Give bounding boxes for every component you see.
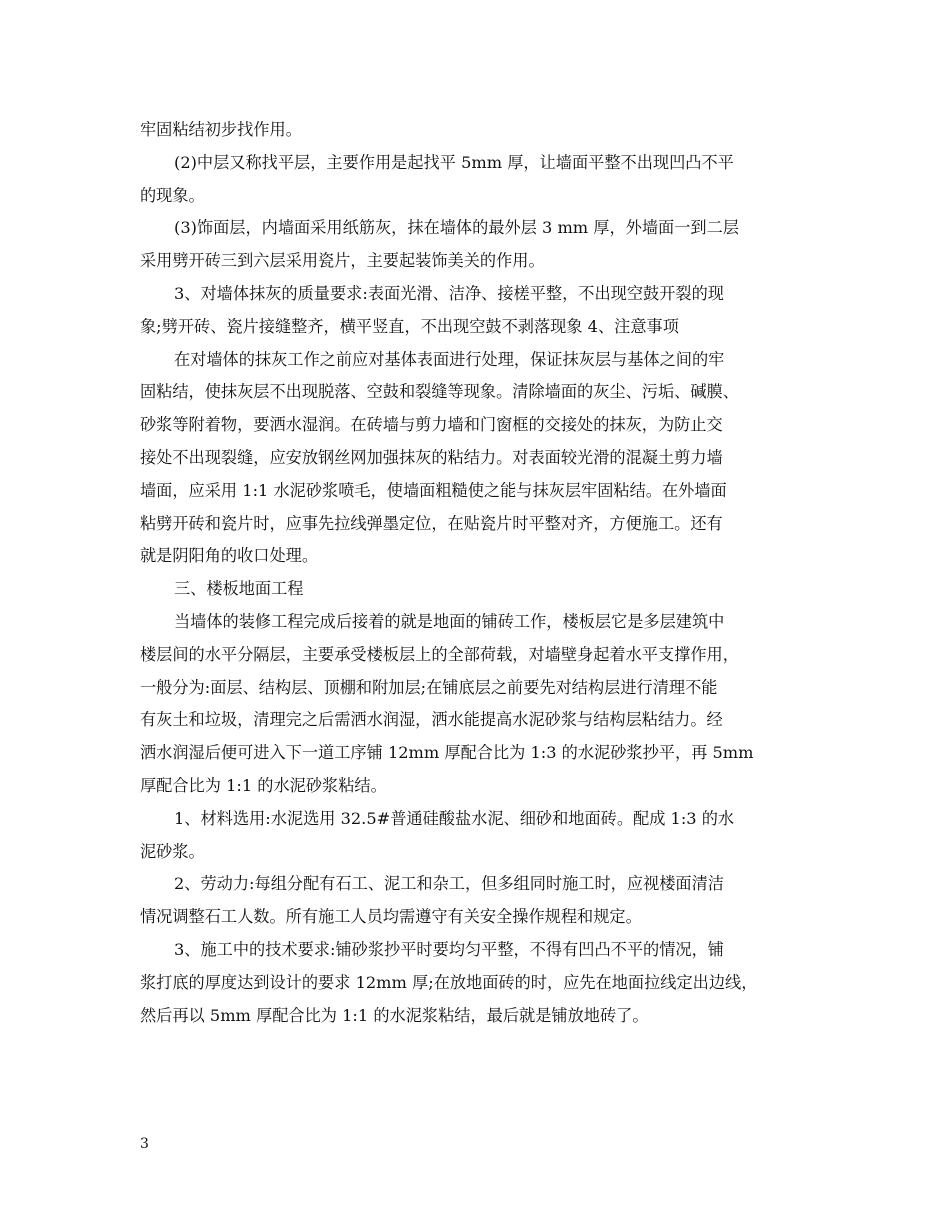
text-line: 然后再以 5mm 厚配合比为 1:1 的水泥浆粘结，最后就是铺放地砖了。 <box>140 1005 649 1025</box>
text-line: 象;劈开砖、瓷片接缝整齐，横平竖直，不出现空鼓不剥落现象 4、注意事项 <box>140 316 679 336</box>
text-line: 接处不出现裂缝，应安放钢丝网加强抹灰的粘结力。对表面较光滑的混凝土剪力墙 <box>140 447 723 467</box>
text-line: 厚配合比为 1:1 的水泥砂浆粘结。 <box>140 775 387 795</box>
text-line: 牢固粘结初步找作用。 <box>140 120 302 139</box>
text-line: 当墙体的装修工程完成后接着的就是地面的铺砖工作，楼板层它是多层建筑中 <box>174 611 725 631</box>
text-line: 粘劈开砖和瓷片时，应事先拉线弹墨定位，在贴瓷片时平整对齐，方便施工。还有 <box>140 513 723 533</box>
paragraph <box>140 934 812 1032</box>
paragraph <box>140 278 812 344</box>
text-line: 浆打底的厚度达到设计的要求 12mm 厚;在放地面砖的时，应先在地面拉线定出边线， <box>140 972 758 992</box>
paragraph <box>140 606 812 803</box>
text-line: 有灰土和垃圾，清理完之后需洒水润湿，洒水能提高水泥砂浆与结构层粘结力。经 <box>140 710 723 730</box>
text-line: (2)中层又称找平层，主要作用是起找平 5mm 厚，让墙面平整不出现凹凸不平 <box>174 152 734 172</box>
text-line: 楼层间的水平分隔层，主要承受楼板层上的全部荷载，对墙壁身起着水平支撑作用， <box>140 644 739 664</box>
text-line: 就是阴阳角的收口处理。 <box>140 546 319 566</box>
text-line: 三、楼板地面工程 <box>174 579 304 599</box>
text-line: 3、对墙体抹灰的质量要求:表面光滑、洁净、接槎平整，不出现空鼓开裂的现 <box>174 283 724 303</box>
text-line: 3、施工中的技术要求:铺砂浆抄平时要均匀平整，不得有凹凸不平的情况，铺 <box>174 939 724 959</box>
paragraph <box>140 868 812 934</box>
text-line: 2、劳动力:每组分配有石工、泥工和杂工，但多组同时施工时，应视楼面清洁 <box>174 874 724 894</box>
paragraph <box>140 147 812 213</box>
text-line: 采用劈开砖三到六层采用瓷片，主要起装饰美关的作用。 <box>140 251 545 271</box>
text-line: 1、材料选用:水泥选用 32.5#普通硅酸盐水泥、细砂和地面砖。配成 1:3 的水 <box>174 808 735 828</box>
text-line: 洒水润湿后便可进入下一道工序铺 12mm 厚配合比为 1:3 的水泥砂浆抄平，再 5mm <box>140 743 754 763</box>
text-line: 砂浆等附着物，要洒水湿润。在砖墙与剪力墙和门窗框的交接处的抹灰，为防止交 <box>140 415 723 435</box>
paragraph <box>140 212 812 278</box>
text-line: (3)饰面层，内墙面采用纸筋灰，抹在墙体的最外层 3 mm 厚，外墙面一到二层 <box>174 218 739 238</box>
text-line: 一般分为:面层、结构层、顶棚和附加层;在铺底层之前要先对结构层进行清理不能 <box>140 677 718 697</box>
text-line: 墙面，应采用 1:1 水泥砂浆喷毛，使墙面粗糙使之能与抹灰层牢固粘结。在外墙面 <box>140 480 727 500</box>
section-heading <box>140 573 812 606</box>
text-line: 泥砂浆。 <box>140 841 205 861</box>
text-line: 的现象。 <box>140 185 205 205</box>
paragraph <box>140 344 812 574</box>
page-number: 3 <box>140 1136 149 1152</box>
document-body <box>140 114 812 1032</box>
text-line: 在对墙体的抹灰工作之前应对基体表面进行处理，保证抹灰层与基体之间的牢 <box>174 349 725 369</box>
paragraph <box>140 803 812 869</box>
text-line: 固粘结，使抹灰层不出现脱落、空鼓和裂缝等现象。清除墙面的灰尘、污垢、碱膜、 <box>140 382 739 402</box>
paragraph <box>140 114 812 147</box>
text-line: 情况调整石工人数。所有施工人员均需遵守有关安全操作规程和规定。 <box>140 907 642 927</box>
